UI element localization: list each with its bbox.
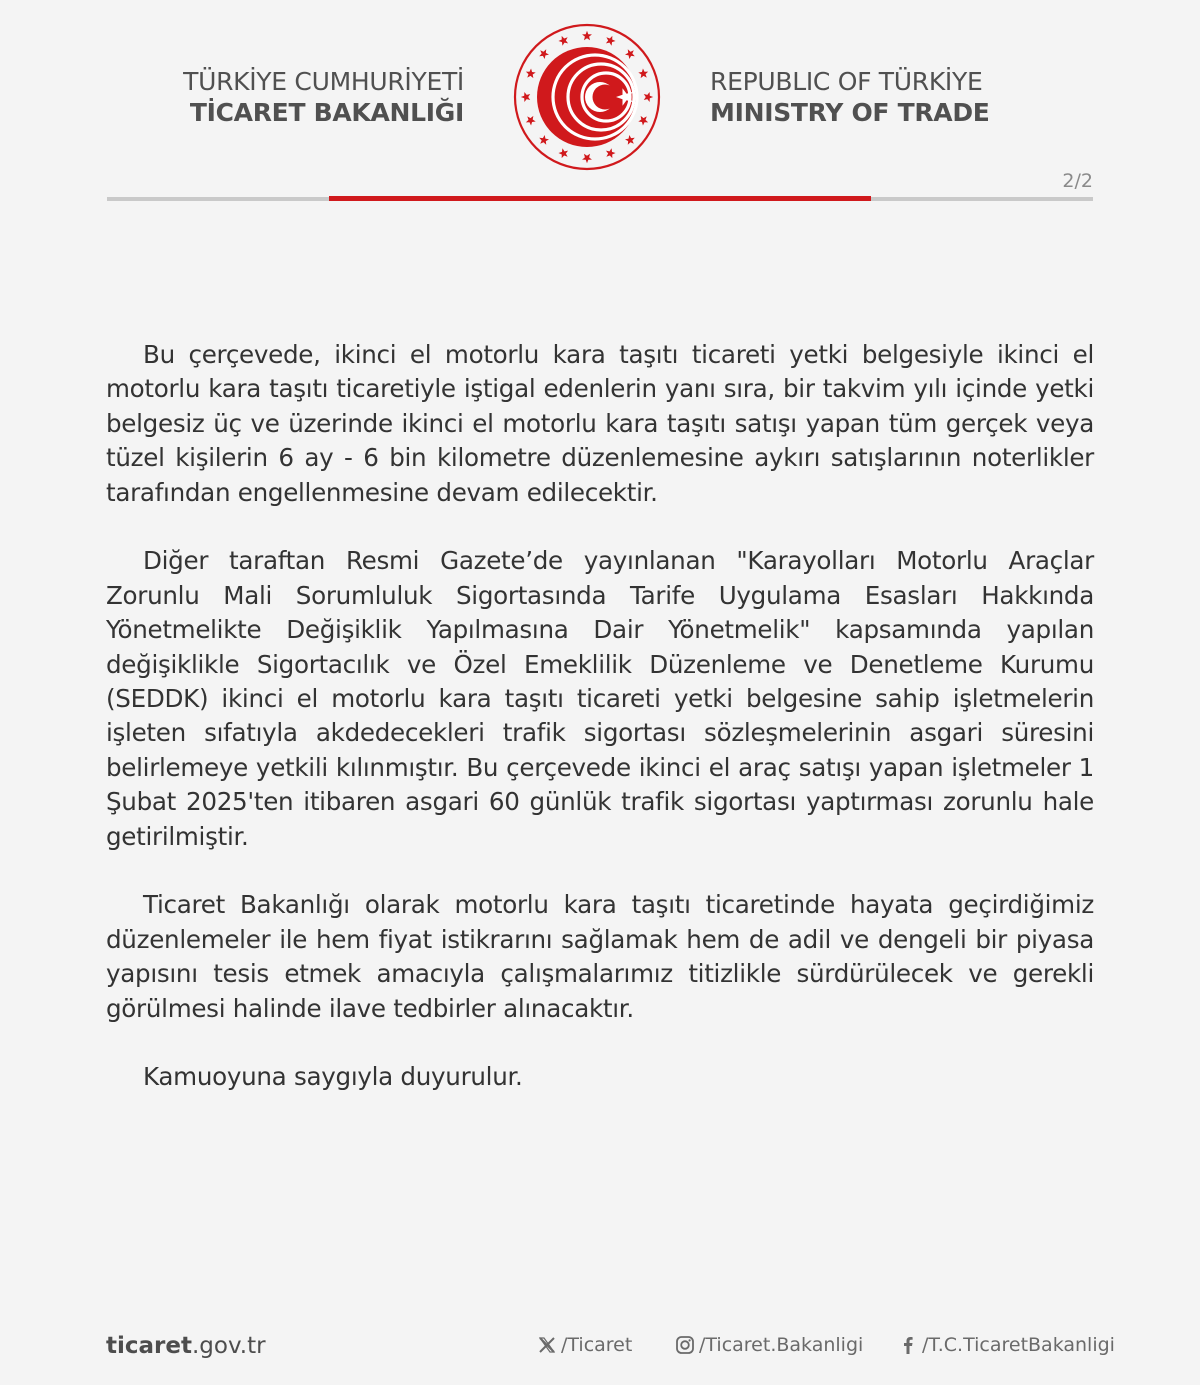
website-link[interactable] [106, 1333, 266, 1359]
republic-name-en: REPUBLIC OF TÜRKİYE [710, 67, 983, 96]
website-domain-rest: .gov.tr [191, 1333, 266, 1359]
ministry-name-tr: TİCARET BAKANLIĞI [189, 98, 464, 127]
facebook-icon [898, 1335, 918, 1355]
website-domain-bold: ticaret [106, 1333, 192, 1359]
paragraph-2: Diğer taraftan Resmi Gazete’de yayınlanan "Karayolları Motorlu Araçlar Zorunlu Mali Sorumluluk Sigortasında Tarife Uygulama Esasları Hakkında Yönetmelikte Değişiklik Yapılmasına Dair Yönetmelik" kapsamında yapılan değişiklikle Sigortacılık ve Özel Emeklilik Düzenleme ve Denetleme Kurumu (SEDDK) ikinci el motorlu kara taşıtı ticareti yetki belgesine sahip işletmelerin işleten sıfatıyla akdedecekleri trafik sigortası sözleşmelerinin asgari süresini belirlemeye yetkili kılınmıştır. Bu çerçevede ikinci el araç satışı yapan işletmeler 1 Şubat 2025'ten itibaren asgari 60 günlük trafik sigortası yaptırması zorunlu hale getirilmiştir. [106, 546, 1094, 851]
emblem-star [606, 148, 616, 158]
instagram-link[interactable] [675, 1334, 863, 1356]
emblem-star [521, 92, 530, 102]
paragraph-closing: Kamuoyuna saygıyla duyurulur. [143, 1062, 523, 1092]
instagram-handle: /Ticaret.Bakanligi [699, 1334, 864, 1356]
emblem-star [526, 68, 536, 78]
footer [0, 1325, 1200, 1375]
republic-name-tr: TÜRKİYE CUMHURİYETİ [183, 67, 464, 96]
x-logo-icon [537, 1335, 557, 1355]
emblem-star [625, 49, 635, 59]
page-number: 2/2 [1062, 170, 1093, 192]
emblem-star [539, 49, 549, 59]
emblem-star [526, 116, 536, 126]
ministry-emblem-icon [512, 22, 662, 172]
ministry-name-en: MINISTRY OF TRADE [710, 98, 990, 127]
emblem-star [644, 92, 653, 102]
emblem-star [582, 31, 592, 40]
paragraph-1: Bu çerçevede, ikinci el motorlu kara taşıtı ticareti yetki belgesiyle ikinci el motorlu kara taşıtı ticaretiyle iştigal edenlerin yanı sıra, bir takvim yılı içinde yetki belgesiz üç ve üzerinde ikinci el motorlu kara taşıtı satışı yapan tüm gerçek veya tüzel kişilerin 6 ay - 6 bin kilometre düzenlemesine aykırı satışlarının noterlikler tarafından engellenmesine devam edilecektir. [106, 340, 1094, 507]
emblem-star [539, 135, 549, 145]
facebook-link[interactable] [898, 1334, 1115, 1356]
instagram-icon [675, 1335, 695, 1355]
letterhead-turkish [183, 66, 464, 128]
emblem-star [558, 36, 568, 46]
emblem-star [606, 36, 616, 46]
facebook-handle: /T.C.TicaretBakanligi [922, 1334, 1115, 1356]
x-handle: /Ticaret [561, 1334, 633, 1356]
letterhead [0, 0, 1200, 210]
emblem-star [638, 68, 648, 78]
emblem-star [638, 116, 648, 126]
x-link[interactable] [537, 1334, 632, 1356]
paragraph-3: Ticaret Bakanlığı olarak motorlu kara taşıtı ticaretinde hayata geçirdiğimiz düzenlemeler ile hem fiyat istikrarını sağlamak hem de adil ve dengeli bir piyasa yapısını tesis etmek amacıyla çalışmalarımız titizlikle sürdürülecek ve gerekli görülmesi halinde ilave tedbirler alınacaktır. [106, 890, 1094, 1023]
emblem-star [558, 148, 568, 158]
announcement-body [106, 338, 1094, 1129]
letterhead-english [710, 66, 990, 128]
header-divider-accent [329, 196, 871, 201]
emblem-star [625, 135, 635, 145]
emblem-star [582, 154, 592, 163]
